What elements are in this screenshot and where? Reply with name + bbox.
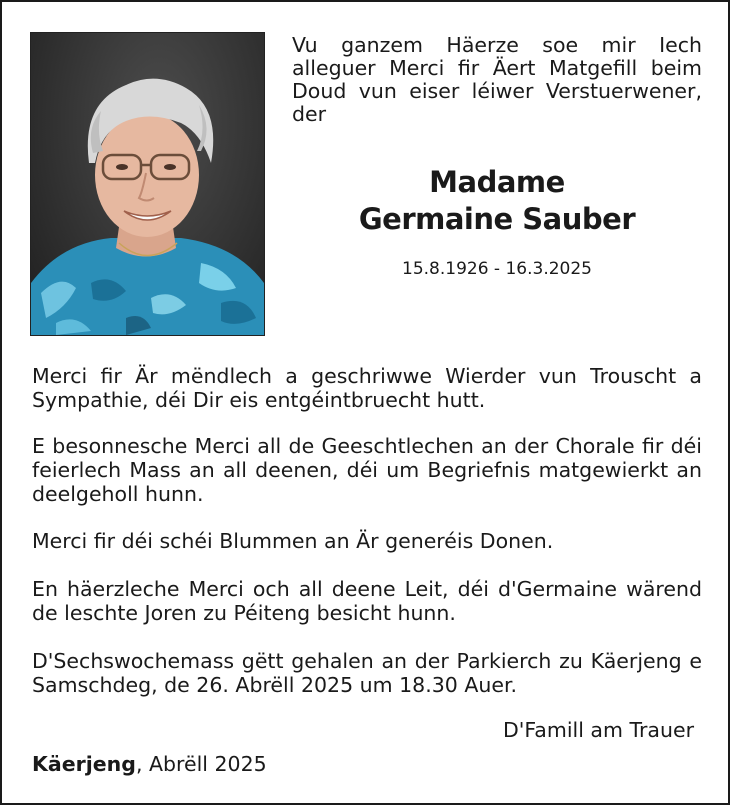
family-signature: D'Famill am Trauer bbox=[502, 718, 694, 742]
paragraph-thanks-words: Merci fir Är mëndlech a geschriwwe Wierder vun Trouscht a Sympathie, déi Dir eis entgéintbruecht hutt. bbox=[32, 364, 702, 412]
portrait-photo bbox=[30, 32, 265, 336]
deceased-title: Madame bbox=[429, 165, 565, 199]
paragraph-memorial-mass: D'Sechswochemass gëtt gehalen an der Parkierch zu Käerjeng e Samschdeg, de 26. Abrëll 2025 um 18.30 Auer. bbox=[32, 649, 702, 697]
paragraph-thanks-flowers: Merci fir déi schéi Blummen an Är generéis Donen. bbox=[32, 529, 554, 553]
place-date-line bbox=[32, 752, 267, 776]
paragraph-thanks-clergy: E besonnesche Merci all de Geeschtlechen an der Chorale fir déi feierlech Mass an all deenen, déi um Begriefnis matgewierkt an deelgeholl hunn. bbox=[32, 434, 702, 506]
intro-text: Vu ganzem Häerze soe mir Iech alleguer Merci fir Äert Matgefill beim Doud vun eiser léiwer Verstuerwener, der bbox=[292, 33, 702, 126]
deceased-name: Germaine Sauber bbox=[358, 202, 636, 236]
paragraph-thanks-visitors: En häerzleche Merci och all deene Leit, déi d'Germaine wärend de leschte Joren zu Péiteng besicht hunn. bbox=[32, 577, 702, 625]
place-date: , Abrëll 2025 bbox=[135, 752, 267, 776]
life-dates: 15.8.1926 - 16.3.2025 bbox=[402, 259, 592, 279]
place-name: Käerjeng bbox=[32, 752, 136, 776]
